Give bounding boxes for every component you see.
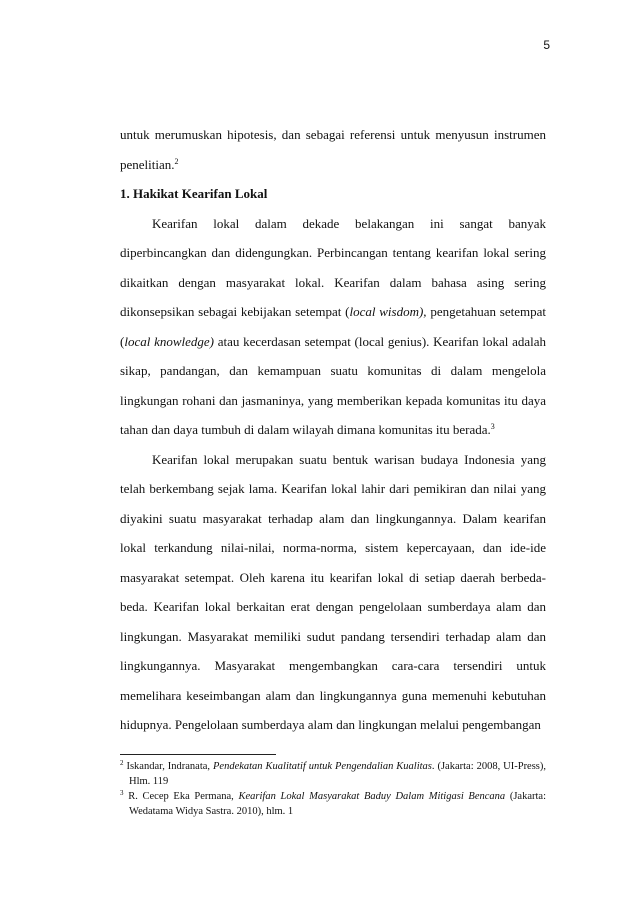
footnote-publication: . (Jakarta: 2008, UI-Press), Hlm. 119 <box>129 761 547 787</box>
section-heading: 1. Hakikat Kearifan Lokal <box>120 186 268 201</box>
footnote-separator <box>120 754 276 755</box>
para1-text-b: pengetahuan setempat ( <box>120 304 546 349</box>
intro-text: untuk merumuskan hipotesis, dan sebagai referensi untuk menyusun instrumen penelitian. <box>120 127 546 172</box>
para1-italic-local-knowledge: local knowledge) <box>124 333 214 349</box>
footnote-publication: (Jakarta: Wedatama Widya Sastra. 2010), hlm. 1 <box>129 791 546 817</box>
footnote-2 <box>120 760 546 789</box>
page-number: 5 <box>543 38 550 52</box>
footnote-title: Kearifan Lokal Masyarakat Baduy Dalam Mitigasi Bencana <box>238 791 506 802</box>
intro-paragraph <box>120 120 546 179</box>
paragraph-warisan-budaya: Kearifan lokal merupakan suatu bentuk warisan budaya Indonesia yang telah berkembang sejak lama. Kearifan lokal lahir dari pemikiran dan nilai yang diyakini suatu masyarakat terhadap alam dan lingkungannya. Dalam kearifan lokal terkandung nilai-nilai, norma-norma, sistem kepercayaan, dan ide-ide masyarakat setempat. Oleh karena itu kearifan lokal di setiap daerah berbeda-beda. Kearifan lokal berkaitan erat dengan pengelolaan sumberdaya alam dan lingkungan. Masyarakat memiliki sudut pandang tersendiri terhadap alam dan lingkungannya. Masyarakat mengembangkan cara-cara tersendiri untuk memelihara keseimbangan alam dan lingkungannya guna memenuhi kebutuhan hidupnya. Pengelolaan sumberdaya alam dan lingkungan melalui pengembangan <box>120 451 546 732</box>
paragraph-kearifan-definition <box>120 209 546 445</box>
para1-text-a: Kearifan lokal dalam dekade belakangan ini sangat banyak diperbincangkan dan didengungkan. Perbincangan tentang kearifan lokal sering dikaitkan dengan masyarakat lokal. Kearifan dalam bahasa asing sering dikonsepsikan sebagai kebijakan setempat ( <box>120 215 546 319</box>
body-text <box>120 120 546 740</box>
footnote-number: 3 <box>120 789 124 797</box>
para1-text-c: atau kecerdasan setempat (local genius). Kearifan lokal adalah sikap, pandangan, dan kemampuan suatu komunitas di dalam mengelola lingkungan rohani dan jasmaninya, yang memberikan kepada komunitas itu daya tahan dan daya tumbuh di dalam wilayah dimana komunitas itu berada. <box>120 333 546 437</box>
para1-italic-local-wisdom: local wisdom), <box>349 304 427 319</box>
footnote-ref-2: 2 <box>174 156 179 166</box>
footnote-3 <box>120 790 546 819</box>
footnotes <box>120 760 546 820</box>
footnote-number: 2 <box>120 759 124 767</box>
footnote-title: Pendekatan Kualitatif untuk Pengendalian Kualitas <box>213 761 432 772</box>
footnote-author: Iskandar, Indranata, <box>126 761 213 772</box>
footnote-author: R. Cecep Eka Permana, <box>128 791 239 802</box>
footnote-ref-3: 3 <box>490 422 495 431</box>
